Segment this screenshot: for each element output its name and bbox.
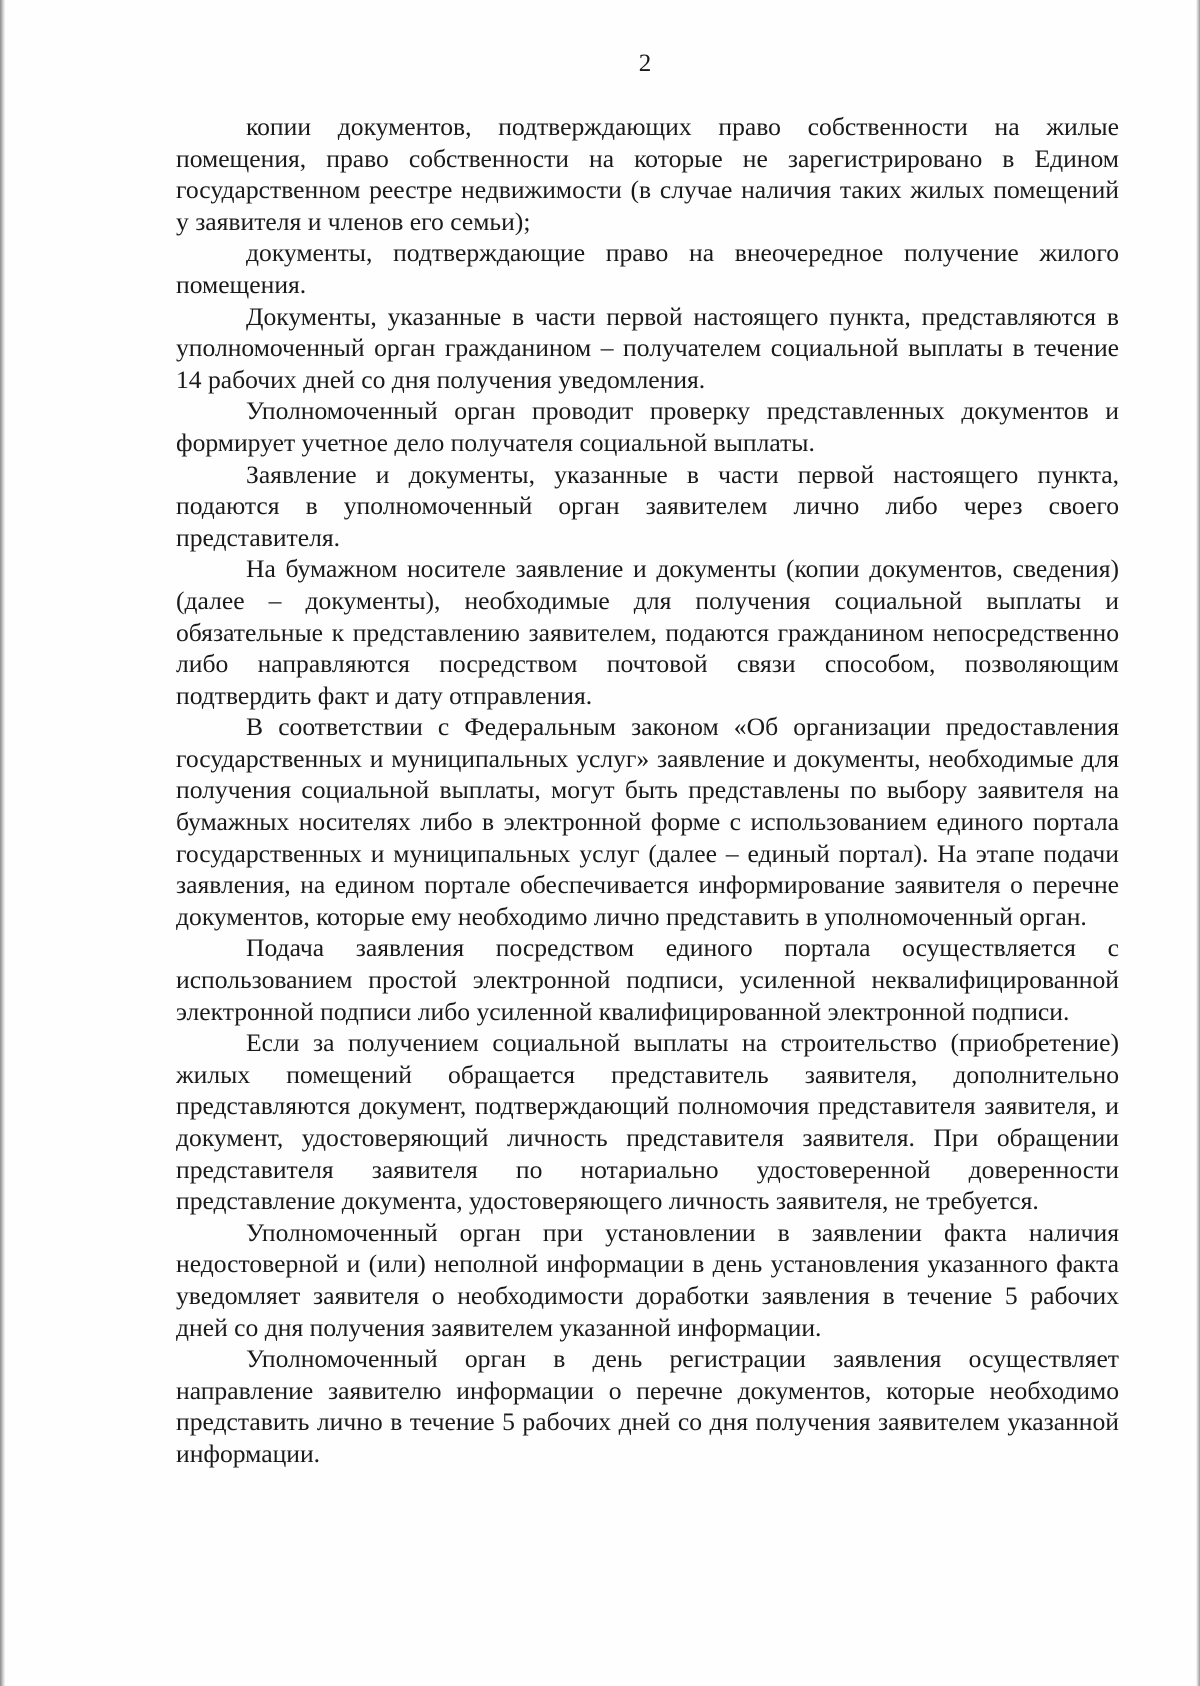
scan-edge-right: [1196, 0, 1200, 1686]
paragraph: Уполномоченный орган проводит проверку представленных документов и формирует учетное дело получателя социальной выплаты.: [176, 396, 1119, 457]
paragraph: Уполномоченный орган при установлении в заявлении факта наличия недостоверной и (или) неполной информации в день установления указанного факта уведомляет заявителя о необходимости доработки заявления в течение 5 рабочих дней со дня получения заявителем указанной информации.: [176, 1217, 1119, 1342]
paragraph: В соответствии с Федеральным законом «Об организации предоставления государственных и муниципальных услуг» заявление и документы, необходимые для получения социальной выплаты, могут быть представлены по выбору заявителя на бумажных носителях либо в электронной форме с использованием единого портала государственных и муниципальных услуг (далее – единый портал). На этапе подачи заявления, на едином портале обеспечивается информирование заявителя о перечне документов, которые ему необходимо лично представить в уполномоченный орган.: [176, 712, 1119, 931]
paragraph: Документы, указанные в части первой настоящего пункта, представляются в уполномоченный орган гражданином – получателем социальной выплаты в течение 14 рабочих дней со дня получения уведомления.: [176, 301, 1119, 394]
page-number: 2: [638, 50, 652, 77]
paragraph: На бумажном носителе заявление и документы (копии документов, сведения) (далее – документы), необходимые для получения социальной выплаты и обязательные к представлению заявителем, подаются гражданином непосредственно либо направляются посредством почтовой связи способом, позволяющим подтвердить факт и дату отправления.: [176, 554, 1119, 710]
paragraph: документы, подтверждающие право на внеочередное получение жилого помещения.: [176, 238, 1119, 299]
scan-edge-left: [0, 0, 5, 1686]
paragraph: Подача заявления посредством единого портала осуществляется с использованием простой электронной подписи, усиленной неквалифицированной электронной подписи либо усиленной квалифицированной электронной подписи.: [176, 933, 1119, 1026]
paragraph: Заявление и документы, указанные в части первой настоящего пункта, подаются в уполномоченный орган заявителем лично либо через своего представителя.: [176, 459, 1119, 552]
paragraph: копии документов, подтверждающих право собственности на жилые помещения, право собственности на которые не зарегистрировано в Едином государственном реестре недвижимости (в случае наличия таких жилых помещений у заявителя и членов его семьи);: [176, 112, 1119, 236]
paragraph: Уполномоченный орган в день регистрации заявления осуществляет направление заявителю информации о перечне документов, которые необходимо представить лично в течение 5 рабочих дней со дня получения заявителем указанной информации.: [176, 1344, 1119, 1468]
document-body: [176, 111, 1119, 1470]
paragraph: Если за получением социальной выплаты на строительство (приобретение) жилых помещений обращается представитель заявителя, дополнительно представляются документ, подтверждающий полномочия представителя заявителя, и документ, удостоверяющий личность представителя заявителя. При обращении представителя заявителя по нотариально удостоверенной доверенности представление документа, удостоверяющего личность заявителя, не требуется.: [176, 1028, 1119, 1216]
